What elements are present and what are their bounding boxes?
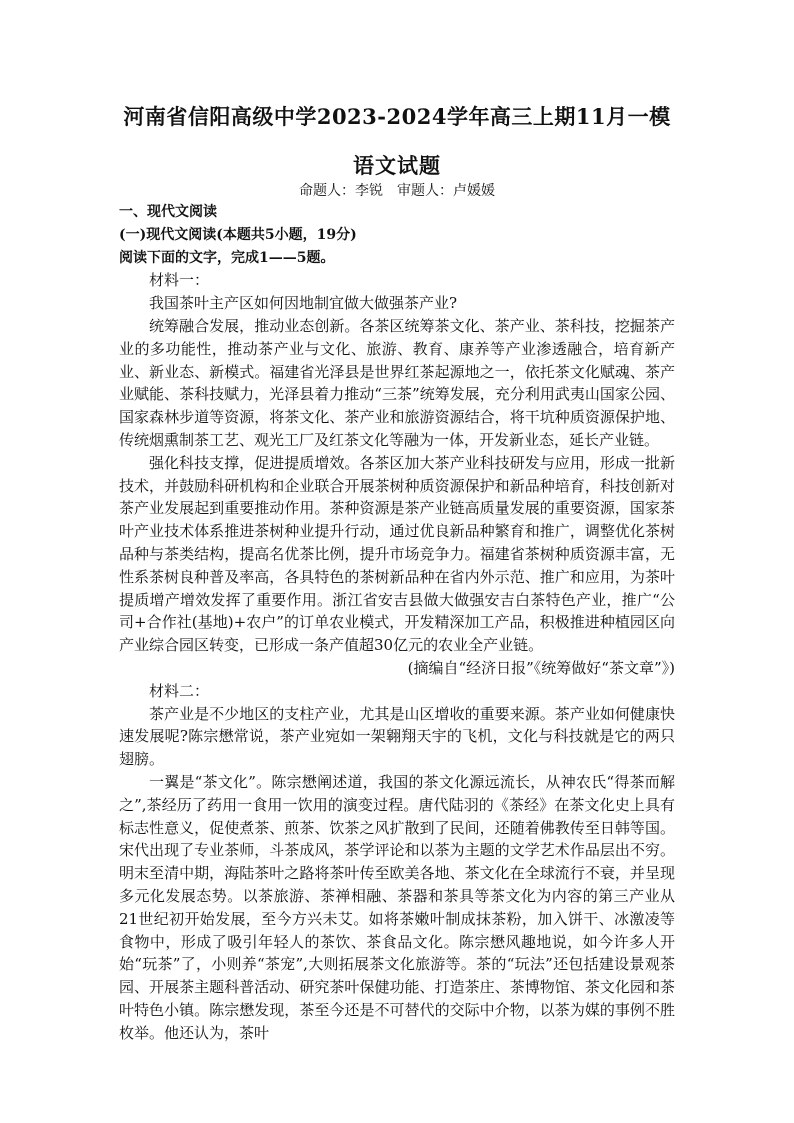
reading-instruction: 阅读下面的文字，完成1——5题。 [119,249,335,266]
material-two-paragraph-1: 茶产业是不少地区的支柱产业，尤其是山区增收的重要来源。茶产业如何健康快速发展呢?陈宗懋常说，茶产业宛如一架翱翔天宇的飞机，文化与科技就是它的两只翅膀。 [119,704,675,769]
material-one-paragraph-1: 统筹融合发展，推动业态创新。各茶区统筹茶文化、茶产业、茶科技，挖掘茶产业的多功能性，推动茶产业与文化、旅游、教育、康养等产业渗透融合，培育新产业、新业态、新模式。福建省光泽县是世界红茶起源地之一，依托茶文化赋魂、茶产业赋能、茶科技赋力，光泽县着力推动“三茶”统筹发展，充分利用武夷山国家公园、国家森林步道等资源，将茶文化、茶产业和旅游资源结合，将干坑种质资源保护地、传统烟熏制茶工艺、观光工厂及红茶文化等融为一体，开发新业态，延长产业链。 [119,316,675,449]
material-two-label: 材料二： [149,681,210,700]
material-one-question: 我国茶叶主产区如何因地制宜做大做强茶产业? [149,294,458,313]
material-one-source: (摘编自“经济日报”《统筹做好“茶文章”》) [407,658,675,677]
exam-subject-title: 语文试题 [353,153,441,178]
material-one-label: 材料一： [149,271,210,290]
material-one-paragraph-2: 强化科技支撑，促进提质增效。各茶区加大茶产业科技研发与应用，形成一批新技术，并鼓励科研机构和企业联合开展茶树种质资源保护和新品种培育，科技创新对茶产业发展起到重要推动作用。茶种资源是茶产业链高质量发展的重要资源，国家茶叶产业技术体系推进茶树种业提升行动，通过优良新品种繁育和推广，调整优化茶树品种与茶类结构，提高名优茶比例，提升市场竞争力。福建省茶树种质资源丰富，无性系茶树良种普及率高，各具特色的茶树新品种在省内外示范、推广和应用，为茶叶提质增产增效发挥了重要作用。浙江省安吉县做大做强安吉白茶特色产业，推广“公司+合作社(基地)+农户”的订单农业模式，开发精深加工产品，积极推进种植园区向产业综合园区转变，已形成一条产值超30亿元的农业全产业链。 [119,453,675,655]
exam-title: 河南省信阳高级中学2023-2024学年高三上期11月一模 [123,104,671,129]
exam-authors: 命题人：李锐 审题人：卢媛媛 [299,183,495,199]
material-two-paragraph-2: 一翼是“茶文化”。陈宗懋阐述道，我国的茶文化源远流长，从神农氏“得茶而解之”,茶经历了药用一食用一饮用的演变过程。唐代陆羽的《茶经》在茶文化史上具有标志性意义，促使煮茶、煎茶、饮茶之风扩散到了民间，还随着佛教传至日韩等国。宋代出现了专业茶师，斗茶成风，茶学评论和以茶为主题的文学艺术作品层出不穷。明末至清中期，海陆茶叶之路将茶叶传至欧美各地、茶文化在全球流行不衰，并呈现多元化发展态势。以茶旅游、茶禅相融、茶器和茶具等茶文化为内容的第三产业从21世纪初开始发展，至今方兴未艾。如将茶嫩叶制成抹茶粉，加入饼干、冰激凌等食物中，形成了吸引年轻人的茶饮、茶食品文化。陈宗懋风趣地说，如今许多人开始“玩茶”了，小则养“茶宠”,大则拓展茶文化旅游等。茶的“玩法”还包括建设景观茶园、开展茶主题科普活动、研究茶叶保健功能、打造茶庄、茶博物馆、茶文化园和茶叶特色小镇。陈宗懋发现，茶至今还是不可替代的交际中介物，以茶为媒的事例不胜枚举。他还认为，茶叶 [119,772,675,1042]
section-heading: 一、现代文阅读 [119,204,217,220]
reading-content [119,201,675,1044]
section-subheading: (一)现代文阅读(本题共5小题，19分) [119,226,357,243]
